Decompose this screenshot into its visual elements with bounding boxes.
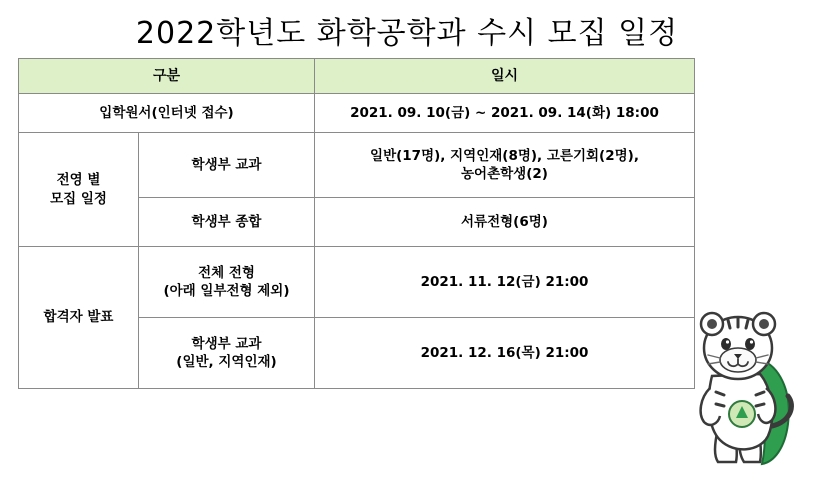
header-category: 구분 <box>19 59 315 94</box>
cell-subject-record-result-label <box>139 318 315 389</box>
schedule-table <box>18 58 695 389</box>
table-row <box>19 247 695 318</box>
header-datetime: 일시 <box>315 59 695 94</box>
cell-subject-record-label: 학생부 교과 <box>139 133 315 198</box>
quota-line1: 일반(17명), 지역인재(8명), 고른기회(2명), <box>370 147 639 164</box>
cell-all-types-date: 2021. 11. 12(금) 21:00 <box>315 247 695 318</box>
cell-group-admission <box>19 133 139 247</box>
cell-comprehensive-label: 학생부 종합 <box>139 198 315 247</box>
cell-comprehensive-value: 서류전형(6명) <box>315 198 695 247</box>
cell-subject-record-value <box>315 133 695 198</box>
all-types-line2: (아래 일부전형 제외) <box>163 283 290 299</box>
quota-line2: 농어촌학생(2) <box>461 166 548 182</box>
table-header-row <box>19 59 695 94</box>
group-admission-line1: 전영 별 <box>56 172 101 189</box>
subject-result-line1: 학생부 교과 <box>191 335 262 352</box>
table-row <box>19 94 695 133</box>
cell-application-label: 입학원서(인터넷 접수) <box>19 94 315 133</box>
cell-application-period: 2021. 09. 10(금) ~ 2021. 09. 14(화) 18:00 <box>315 94 695 133</box>
table-row <box>19 133 695 198</box>
subject-result-line2: (일반, 지역인재) <box>176 354 277 370</box>
page-title: 2022학년도 화학공학과 수시 모집 일정 <box>135 16 679 51</box>
group-admission-line2: 모집 일정 <box>50 190 107 207</box>
schedule-table-container <box>18 58 694 389</box>
cell-group-results: 합격자 발표 <box>19 247 139 389</box>
cell-all-types-label <box>139 247 315 318</box>
tiger-mascot-icon <box>676 296 806 476</box>
all-types-line1: 전체 전형 <box>198 264 255 281</box>
cell-subject-record-result-date: 2021. 12. 16(목) 21:00 <box>315 318 695 389</box>
